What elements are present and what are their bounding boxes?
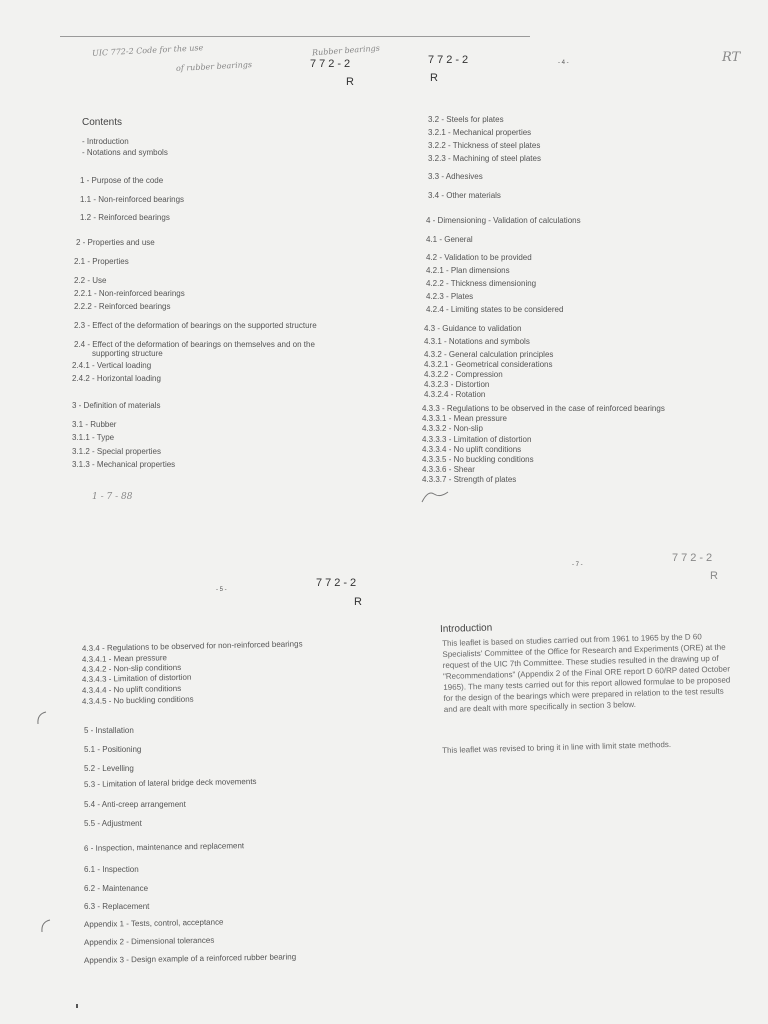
toc-item: 4.2.4 - Limiting states to be considered — [426, 305, 564, 314]
toc-item: Appendix 3 - Design example of a reinforced rubber bearing — [83, 952, 297, 965]
revision-mark-left: R — [346, 76, 354, 88]
toc-item: 1 - Purpose of the code — [80, 176, 164, 185]
toc-item: 4.3.3.2 - Non-slip — [422, 424, 483, 433]
introduction-paragraph-1: This leaflet is based on studies carried out from 1961 to 1965 by the D 60 Specialists' Committee of the Office for Research and Experiments (ORE) at the request of the UIC 7th Committee. These studies resulted in the drawing up of "Recommendations" (Appendix 2 of the Final ORE report D 60/RP dated October 1965). The many tests carried out for this report allowed formulae to be proposed for the design of the bearings which were prepared in relation to the test results and are dealt with more specifically in section 3 below. — [442, 632, 731, 714]
toc-item: 3.1.1 - Type — [72, 433, 115, 442]
toc-item: 5.5 - Adjustment — [84, 819, 142, 828]
toc-item: 3.2.1 - Mechanical properties — [428, 128, 532, 137]
toc-item: 4.3.4.2 - Non-slip conditions — [81, 662, 182, 674]
toc-item: Appendix 2 - Dimensional tolerances — [83, 935, 215, 947]
toc-item: 4.3.3.6 - Shear — [422, 465, 475, 474]
toc-item: - Notations and symbols — [82, 148, 168, 157]
toc-item: 2 - Properties and use — [76, 238, 155, 247]
toc-item: 2.2.1 - Non-reinforced bearings — [74, 289, 185, 298]
page-number-bottom-right: - 7 - — [572, 562, 583, 568]
toc-item: 3.1 - Rubber — [72, 420, 117, 429]
toc-item: 2.1 - Properties — [74, 257, 129, 266]
toc-item: 4.2.3 - Plates — [426, 292, 474, 301]
document-code-right: 772-2 — [428, 54, 472, 66]
toc-item: 4.3.4.3 - Limitation of distortion — [81, 672, 192, 684]
toc-item: 4.3.2.1 - Geometrical considerations — [424, 360, 553, 369]
toc-item: 5.4 - Anti-creep arrangement — [84, 800, 186, 809]
document-code-bottom: 772-2 — [316, 577, 360, 589]
toc-item: 4.3.3.5 - No buckling conditions — [422, 455, 534, 464]
toc-item: 3.1.2 - Special properties — [72, 447, 161, 456]
toc-item: 2.3 - Effect of the deformation of bearings on the supported structure — [74, 321, 317, 330]
introduction-title: Introduction — [439, 622, 493, 635]
toc-item: 5.3 - Limitation of lateral bridge deck movements — [83, 776, 257, 789]
toc-item: 2.4.2 - Horizontal loading — [72, 374, 161, 383]
handwritten-signature: 1 - 7 - 88 — [92, 492, 133, 502]
toc-item: 6 - Inspection, maintenance and replacement — [83, 841, 245, 853]
toc-item: 2.2 - Use — [74, 276, 107, 285]
margin-bracket-mark — [38, 918, 52, 934]
toc-item: 4.3.4.5 - No buckling conditions — [81, 694, 194, 706]
toc-item: 3.3 - Adhesives — [428, 172, 483, 181]
toc-item: 3.2.2 - Thickness of steel plates — [428, 141, 541, 150]
toc-item: 3 - Definition of materials — [72, 401, 161, 410]
toc-item: 5 - Installation — [84, 726, 134, 735]
toc-item: 4.3.3.3 - Limitation of distortion — [422, 435, 532, 444]
revision-mark-bottom-right: R — [710, 570, 718, 582]
toc-item: 4.3.3 - Regulations to be observed in the case of reinforced bearings — [422, 404, 665, 413]
toc-item: 4.3.2.3 - Distortion — [424, 380, 490, 389]
handwritten-note-1: UIC 772-2 Code for the use — [91, 43, 204, 58]
toc-item: 4.3.2.2 - Compression — [424, 370, 503, 379]
handwritten-tick-mark — [420, 486, 450, 506]
toc-item: 6.1 - Inspection — [84, 865, 139, 874]
toc-item: 1.1 - Non-reinforced bearings — [80, 195, 185, 204]
toc-item: 2.4 - Effect of the deformation of bearings on themselves and on the — [74, 340, 315, 349]
toc-item: 4.3.4.1 - Mean pressure — [81, 653, 168, 664]
toc-item: 4 - Dimensioning - Validation of calculations — [426, 216, 581, 225]
toc-item: 4.3.4 - Regulations to be observed for non-reinforced bearings — [81, 639, 303, 653]
scan-speck — [76, 1004, 78, 1008]
handwritten-note-2: of rubber bearings — [175, 60, 253, 73]
toc-item: 4.3.2.4 - Rotation — [424, 390, 486, 399]
toc-item: 4.2 - Validation to be provided — [426, 253, 532, 262]
toc-item: 6.3 - Replacement — [84, 902, 150, 911]
introduction-paragraph-2: This leaflet was revised to bring it in line with limit state methods. — [442, 740, 672, 755]
revision-mark-bottom: R — [354, 596, 362, 608]
toc-item: 5.2 - Levelling — [84, 764, 134, 773]
toc-item: 5.1 - Positioning — [84, 745, 142, 754]
toc-item: 3.4 - Other materials — [428, 191, 501, 200]
toc-item: 4.3 - Guidance to validation — [424, 324, 522, 333]
toc-item: 4.3.4.4 - No uplift conditions — [81, 683, 182, 695]
toc-item: 4.3.1 - Notations and symbols — [424, 337, 530, 346]
toc-item: 1.2 - Reinforced bearings — [80, 213, 170, 222]
toc-item: 4.3.3.4 - No uplift conditions — [422, 445, 522, 454]
toc-item: 4.2.1 - Plan dimensions — [426, 266, 510, 275]
toc-item: 2.2.2 - Reinforced bearings — [74, 302, 171, 311]
margin-bracket-mark — [34, 710, 48, 726]
toc-item: supporting structure — [92, 349, 163, 358]
toc-item: 3.2 - Steels for plates — [428, 115, 504, 124]
toc-item: - Introduction — [82, 137, 129, 146]
toc-item: 3.2.3 - Machining of steel plates — [428, 154, 541, 163]
document-code-bottom-right: 772-2 — [672, 552, 716, 564]
contents-title: Contents — [82, 117, 123, 128]
handwritten-corner-mark: RT — [722, 50, 741, 65]
toc-item: 3.1.3 - Mechanical properties — [72, 460, 176, 469]
toc-item: 4.2.2 - Thickness dimensioning — [426, 279, 537, 288]
toc-item: 2.4.1 - Vertical loading — [72, 361, 152, 370]
page-number-bottom-left: - 5 - — [216, 587, 227, 593]
toc-item: 6.2 - Maintenance — [84, 884, 149, 893]
toc-item: 4.3.2 - General calculation principles — [424, 350, 554, 359]
toc-item: Appendix 1 - Tests, control, acceptance — [83, 917, 224, 929]
scan-edge-line — [60, 36, 530, 37]
document-code-left: 772-2 — [310, 58, 354, 70]
revision-mark-right: R — [430, 72, 438, 84]
toc-item: 4.3.3.1 - Mean pressure — [422, 414, 507, 423]
toc-item: 4.3.3.7 - Strength of plates — [422, 475, 517, 484]
handwritten-note-right: Rubber bearings — [311, 43, 381, 58]
toc-item: 4.1 - General — [426, 235, 473, 244]
page-number-top: - 4 - — [558, 60, 569, 66]
